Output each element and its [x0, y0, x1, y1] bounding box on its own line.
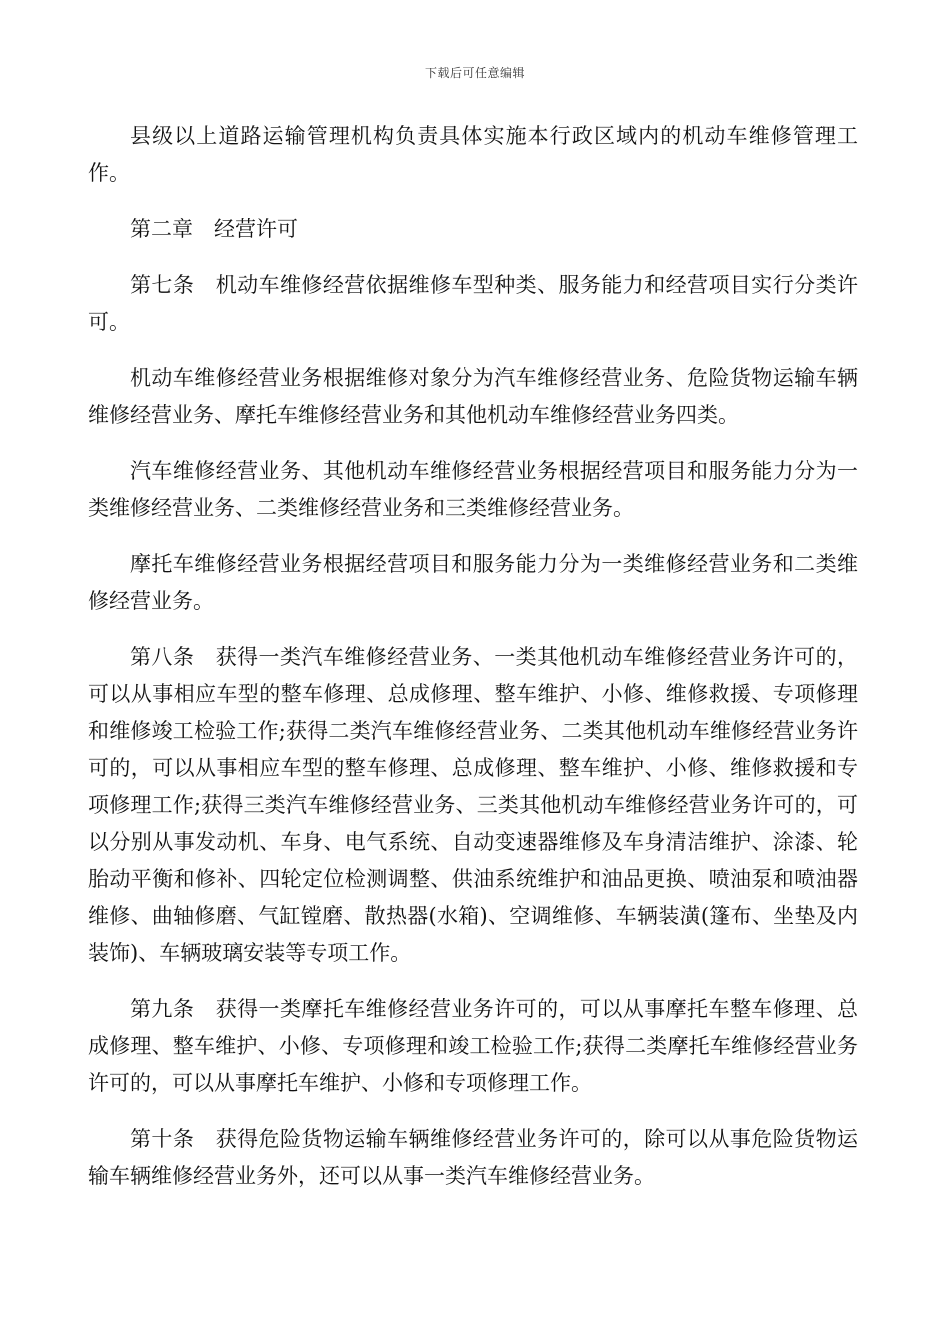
paragraph-text: 摩托车维修经营业务根据经营项目和服务能力分为一类维修经营业务和二类维修经营业务。 — [88, 552, 858, 613]
article-text: 获得一类汽车维修经营业务、一类其他机动车维修经营业务许可的，可以从事相应车型的整车修理、总成修理、整车维护、小修、维修救援、专项修理和维修竣工检验工作;获得二类汽车维修经营业务、二类其他机动车维修经营业务许可的，可以从事相应车型的整车修理、总成修理、整车维护、小修、维修救援和专项修理工作;获得三类汽车维修经营业务、三类其他机动车维修经营业务许可的，可以分别从事发动机、车身、电气系统、自动变速器维修及车身清洁维护、涂漆、轮胎动平衡和修补、四轮定位检测调整、供油系统维护和油品更换、喷油泵和喷油器维修、曲轴修磨、气缸镗磨、散热器(水箱)、空调维修、车辆装潢(篷布、坐垫及内装饰)、车辆玻璃安装等专项工作。 — [88, 645, 859, 965]
chapter-title: 经营许可 — [214, 217, 298, 241]
chapter-heading — [88, 211, 858, 248]
paragraph — [88, 453, 858, 527]
paragraph — [88, 546, 858, 620]
article-paragraph — [88, 991, 858, 1102]
article-number: 第十条 — [130, 1127, 195, 1151]
article-paragraph — [88, 267, 858, 341]
article-text: 获得一类摩托车维修经营业务许可的，可以从事摩托车整车修理、总成修理、整车维护、小修、专项修理和竣工检验工作;获得二类摩托车维修经营业务许可的，可以从事摩托车维护、小修和专项修理工作。 — [88, 997, 859, 1095]
paragraph — [88, 360, 858, 434]
article-number: 第九条 — [130, 997, 195, 1021]
article-number: 第七条 — [130, 273, 195, 297]
article-paragraph — [88, 639, 858, 972]
paragraph-text: 汽车维修经营业务、其他机动车维修经营业务根据经营项目和服务能力分为一类维修经营业务、二类维修经营业务和三类维修经营业务。 — [88, 459, 858, 520]
chapter-number: 第二章 — [130, 217, 193, 241]
paragraph-text: 机动车维修经营业务根据维修对象分为汽车维修经营业务、危险货物运输车辆维修经营业务、摩托车维修经营业务和其他机动车维修经营业务四类。 — [88, 366, 858, 427]
article-text: 机动车维修经营依据维修车型种类、服务能力和经营项目实行分类许可。 — [88, 273, 859, 334]
paragraph — [88, 118, 858, 192]
paragraph-text: 县级以上道路运输管理机构负责具体实施本行政区域内的机动车维修管理工作。 — [88, 124, 858, 185]
document-body — [88, 118, 858, 1214]
article-paragraph — [88, 1121, 858, 1195]
article-text: 获得危险货物运输车辆维修经营业务许可的，除可以从事危险货物运输车辆维修经营业务外，还可以从事一类汽车维修经营业务。 — [88, 1127, 859, 1188]
article-number: 第八条 — [130, 645, 195, 669]
page-header: 下载后可任意编辑 — [424, 66, 525, 80]
